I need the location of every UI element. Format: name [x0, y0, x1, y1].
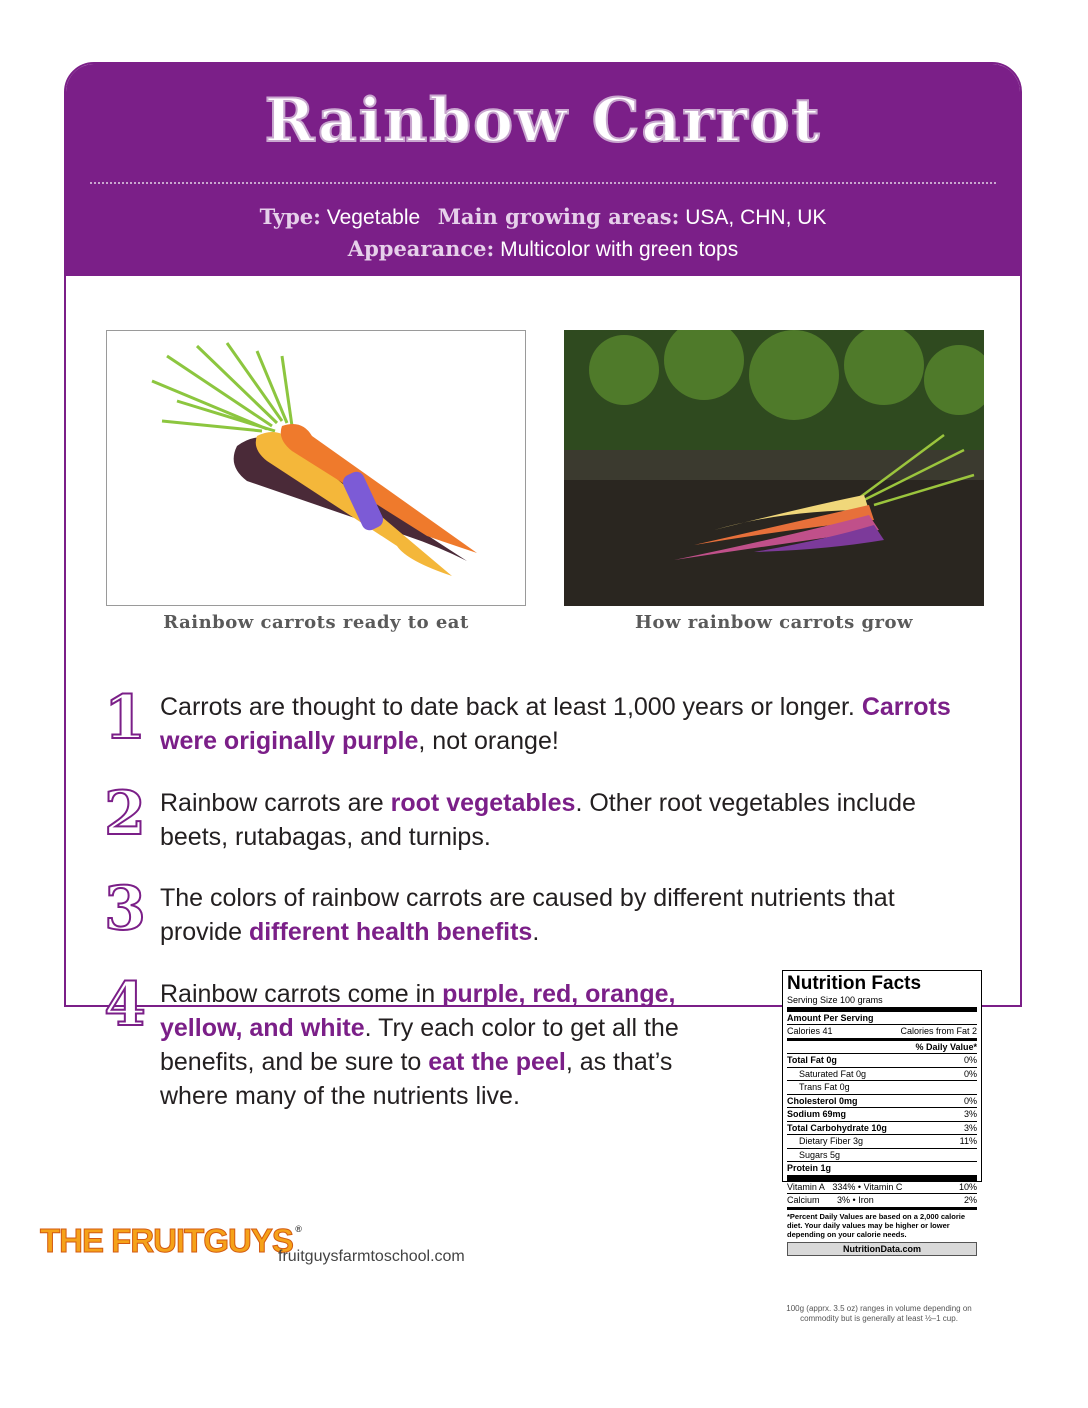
nutrient-row: [787, 1108, 977, 1122]
carrots-growing-photo: [564, 330, 984, 606]
header-banner: [66, 64, 1020, 276]
serving-size-row: [787, 994, 977, 1012]
nutrient-row: [787, 1081, 977, 1095]
dotted-divider: [90, 182, 996, 184]
nutrient-row: [787, 1122, 977, 1136]
nutrient-daily-value: 3%: [963, 1122, 977, 1133]
photo-caption-growing: How rainbow carrots grow: [634, 612, 914, 633]
serving-value: 100 grams: [840, 995, 883, 1005]
fact-sheet-card: [64, 62, 1022, 1007]
nutrient-daily-value: 11%: [959, 1136, 977, 1146]
vitamin-a-label: Vitamin A: [787, 1181, 825, 1192]
nutrient-label: Saturated Fat 0g: [799, 1068, 867, 1079]
fact-4-text-c: , as that’s where many of the nutrients live.: [160, 1048, 673, 1110]
fact-text-1: [160, 690, 980, 758]
fact-2-highlight: root vegetables: [390, 789, 576, 817]
fact-number-2: 2: [104, 779, 146, 849]
fact-number-3: 3: [104, 874, 146, 944]
iron-label: Iron: [858, 1195, 874, 1205]
calcium-pct: 3%: [837, 1195, 851, 1205]
fact-4-highlight-peel: eat the peel: [428, 1048, 566, 1076]
nutrition-source: NutritionData.com: [787, 1242, 977, 1256]
nutrient-label: Total Fat 0g: [787, 1055, 837, 1065]
calories-from-fat: Calories from Fat 2: [900, 1026, 977, 1036]
fruitguys-logo: [40, 1222, 301, 1260]
carrots-ready-photo: [106, 330, 526, 606]
nutrient-label: Dietary Fiber 3g: [799, 1136, 864, 1146]
fact-3-text-a: The colors of rainbow carrots are caused by different nutrients that provide: [160, 884, 895, 946]
type-label: Type:: [259, 204, 321, 229]
registered-mark: ®: [295, 1224, 301, 1234]
nutrient-rows: [787, 1054, 977, 1176]
page-title: Rainbow Carrot: [264, 86, 822, 156]
fact-text-4: [160, 977, 720, 1113]
nutrient-row: [787, 1095, 977, 1109]
fact-number-4: 4: [104, 970, 146, 1040]
fact-1-text-b: , not orange!: [418, 727, 559, 755]
vitamin-c-label: Vitamin C: [863, 1181, 903, 1192]
photo-caption-ready: Rainbow carrots ready to eat: [163, 612, 469, 633]
nutrient-label: Protein 1g: [787, 1163, 832, 1173]
fact-2-text-a: Rainbow carrots are: [160, 789, 391, 817]
fact-1-text-a: Carrots are thought to date back at least 1,000 years or longer.: [160, 693, 862, 721]
fact-2-text-b: . Other root vegetables include beets, rutabagas, and turnips.: [160, 789, 916, 851]
meta-line-appearance: [66, 236, 1020, 262]
carrot-field-illustration: [564, 330, 984, 606]
calories-row: [787, 1025, 977, 1041]
vitamin-a-pct: 334%: [832, 1181, 856, 1192]
nutrient-daily-value: 0%: [963, 1095, 977, 1106]
meta-line-type-areas: [66, 204, 1020, 230]
nutrient-row: [787, 1135, 977, 1149]
calcium-label: Calcium: [787, 1195, 820, 1205]
nutrition-footnote: *Percent Daily Values are based on a 2,000 calorie diet. Your daily values may be higher or lower depending on your calorie needs.: [787, 1211, 966, 1239]
carrot-bundle-illustration: [107, 331, 525, 605]
nutrient-row: [787, 1068, 977, 1082]
iron-pct: 2%: [963, 1195, 977, 1205]
amount-per-serving-label: Amount Per Serving: [787, 1012, 874, 1023]
nutrient-daily-value: 3%: [963, 1109, 977, 1119]
logo-text: THE FRUITGUYS: [40, 1222, 293, 1259]
serving-label: Serving Size: [787, 995, 838, 1005]
nutrition-title: Nutrition Facts: [787, 973, 922, 994]
daily-value-header: % Daily Value*: [915, 1041, 977, 1052]
appearance-value: Multicolor with green tops: [500, 238, 739, 261]
amount-per-serving-row: [787, 1012, 977, 1026]
fact-4-highlight-colors: purple, red, orange, yellow, and white: [160, 980, 676, 1042]
fact-4-text-a: Rainbow carrots come in: [160, 980, 443, 1008]
areas-label: Main growing areas:: [437, 204, 680, 229]
website-link[interactable]: fruitguysfarmtoschool.com: [278, 1248, 465, 1265]
nutrition-note: 100g (apprx. 3.5 oz) ranges in volume depending on commodity but is generally at least ½–1 cup.: [786, 1304, 972, 1323]
calories-value: Calories 41: [787, 1026, 833, 1036]
type-value: Vegetable: [326, 206, 421, 229]
fact-3-text-b: .: [532, 918, 540, 946]
nutrient-daily-value: 0%: [963, 1068, 977, 1079]
vitamin-row-1: Vitamin A 334% • Vitamin C 10%: [787, 1176, 977, 1195]
daily-value-header-row: [787, 1041, 977, 1055]
nutrient-label: Sodium 69mg: [787, 1109, 847, 1119]
nutrient-label: Cholesterol 0mg: [787, 1095, 858, 1106]
nutrient-label: Total Carbohydrate 10g: [787, 1122, 887, 1133]
nutrient-daily-value: 0%: [963, 1055, 977, 1065]
nutrient-label: Sugars 5g: [799, 1149, 841, 1160]
fact-3-highlight: different health benefits: [248, 918, 533, 946]
nutrition-facts-panel: [782, 970, 982, 1254]
areas-value: USA, CHN, UK: [685, 206, 827, 229]
nutrient-row: [787, 1162, 977, 1176]
fact-1-highlight: Carrots were originally purple: [160, 693, 951, 755]
nutrient-row: [787, 1054, 977, 1068]
nutrient-label: Trans Fat 0g: [799, 1082, 850, 1092]
vitamin-c-pct: 10%: [958, 1181, 977, 1192]
fact-number-1: 1: [104, 683, 146, 753]
fact-text-3: [160, 881, 980, 949]
fact-4-text-b: . Try each color to get all the benefits, and be sure to: [160, 1014, 679, 1076]
appearance-label: Appearance:: [347, 236, 495, 261]
vitamin-row-2: Calcium 3% • Iron 2%: [787, 1194, 977, 1210]
nutrient-row: [787, 1149, 977, 1163]
fact-text-2: [160, 786, 980, 854]
